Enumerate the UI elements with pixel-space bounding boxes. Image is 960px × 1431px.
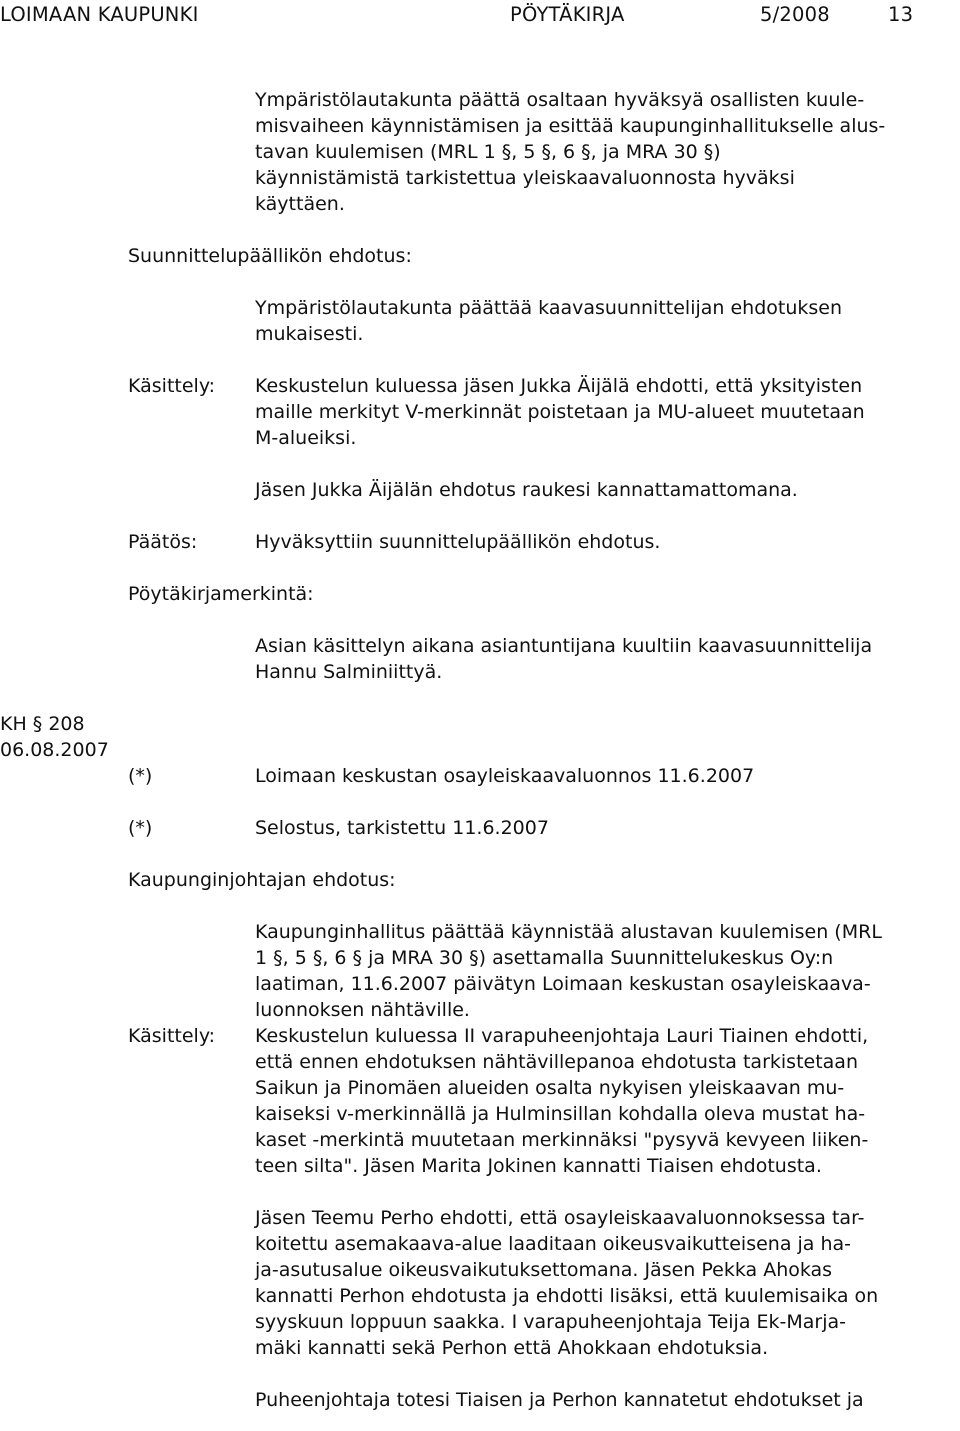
handling-line-2: teen silta". Jäsen Marita Jokinen kannatti Tiaisen ehdotusta. [255, 1155, 822, 1177]
handling-line: maille merkityt V-merkinnät poistetaan ja MU-alueet muutetaan [255, 401, 865, 423]
intro-line: misvaiheen käynnistämisen ja esittää kaupunginhallitukselle alus- [255, 115, 886, 137]
attachment-marker: (*) [128, 765, 153, 787]
minutes-line: Asian käsittelyn aikana asiantuntijana kuultiin kaavasuunnittelija [255, 635, 873, 657]
handling-line-2: kaset -merkintä muutetaan merkinnäksi "pysyvä kevyeen liiken- [255, 1129, 869, 1151]
paragraph-line: mäki kannatti sekä Perhon että Ahokkaan ehdotuksia. [255, 1337, 769, 1359]
handling-line: Keskustelun kuluessa jäsen Jukka Äijälä ehdotti, että yksityisten [255, 375, 863, 397]
intro-line: Ympäristölautakunta päättä osaltaan hyväksyä osallisten kuule- [255, 89, 865, 111]
minutes-label: Pöytäkirjamerkintä: [128, 583, 314, 605]
proposal-label: Suunnittelupäällikön ehdotus: [128, 245, 412, 267]
attachment-title: Loimaan keskustan osayleiskaavaluonnos 11.6.2007 [255, 765, 755, 787]
decision-text: Hyväksyttiin suunnittelupäällikön ehdotus. [255, 531, 661, 553]
handling-label: Käsittely: [128, 375, 216, 397]
mayor-proposal-line: laatiman, 11.6.2007 päivätyn Loimaan keskustan osayleiskaava- [255, 973, 871, 995]
handling-extra: Jäsen Jukka Äijälän ehdotus raukesi kannattamattomana. [255, 479, 798, 501]
handling-line: M-alueiksi. [255, 427, 357, 449]
header-doc-type: PÖYTÄKIRJA [510, 3, 625, 26]
mayor-proposal-label: Kaupunginjohtajan ehdotus: [128, 869, 396, 891]
intro-line: käynnistämistä tarkistettua yleiskaavaluonnosta hyväksi [255, 167, 795, 189]
intro-line: käyttäen. [255, 193, 345, 215]
handling-line-2: että ennen ehdotuksen nähtävillepanoa ehdotusta tarkistetaan [255, 1051, 858, 1073]
minutes-line: Hannu Salminiittyä. [255, 661, 443, 683]
mayor-proposal-line: Kaupunginhallitus päättää käynnistää alustavan kuulemisen (MRL [255, 921, 882, 943]
mayor-proposal-line: 1 §, 5 §, 6 § ja MRA 30 §) asettamalla Suunnittelukeskus Oy:n [255, 947, 834, 969]
kh-section-ref: KH § 208 [0, 713, 85, 735]
decision-label: Päätös: [128, 531, 198, 553]
header-issue: 5/2008 [760, 3, 830, 26]
paragraph-line: koitettu asemakaava-alue laaditaan oikeusvaikutteisena ja ha- [255, 1233, 852, 1255]
paragraph-line: ja-asutusalue oikeusvaikutuksettomana. Jäsen Pekka Ahokas [255, 1259, 833, 1281]
handling-line-2: Saikun ja Pinomäen alueiden osalta nykyisen yleiskaavan mu- [255, 1077, 845, 1099]
attachment-marker: (*) [128, 817, 153, 839]
paragraph-line: syyskuun loppuun saakka. I varapuheenjohtaja Teija Ek-Marja- [255, 1311, 846, 1333]
mayor-proposal-line: luonnoksen nähtäville. [255, 999, 470, 1021]
handling-line-2: kaiseksi v-merkinnällä ja Hulminsillan kohdalla oleva mustat ha- [255, 1103, 866, 1125]
paragraph-line: kannatti Perhon ehdotusta ja ehdotti lisäksi, että kuulemisaika on [255, 1285, 879, 1307]
proposal-line: mukaisesti. [255, 323, 364, 345]
paragraph-line: Puheenjohtaja totesi Tiaisen ja Perhon kannatetut ehdotukset ja [255, 1389, 864, 1411]
header-page-number: 13 [888, 3, 914, 26]
attachment-title: Selostus, tarkistettu 11.6.2007 [255, 817, 549, 839]
handling-line-2: Keskustelun kuluessa II varapuheenjohtaja Lauri Tiainen ehdotti, [255, 1025, 869, 1047]
handling-label-2: Käsittely: [128, 1025, 216, 1047]
proposal-line: Ympäristölautakunta päättää kaavasuunnittelijan ehdotuksen [255, 297, 843, 319]
kh-date: 06.08.2007 [0, 739, 109, 761]
header-city: LOIMAAN KAUPUNKI [0, 3, 199, 26]
paragraph-line: Jäsen Teemu Perho ehdotti, että osayleiskaavaluonnoksessa tar- [255, 1207, 865, 1229]
intro-line: tavan kuulemisen (MRL 1 §, 5 §, 6 §, ja MRA 30 §) [255, 141, 721, 163]
